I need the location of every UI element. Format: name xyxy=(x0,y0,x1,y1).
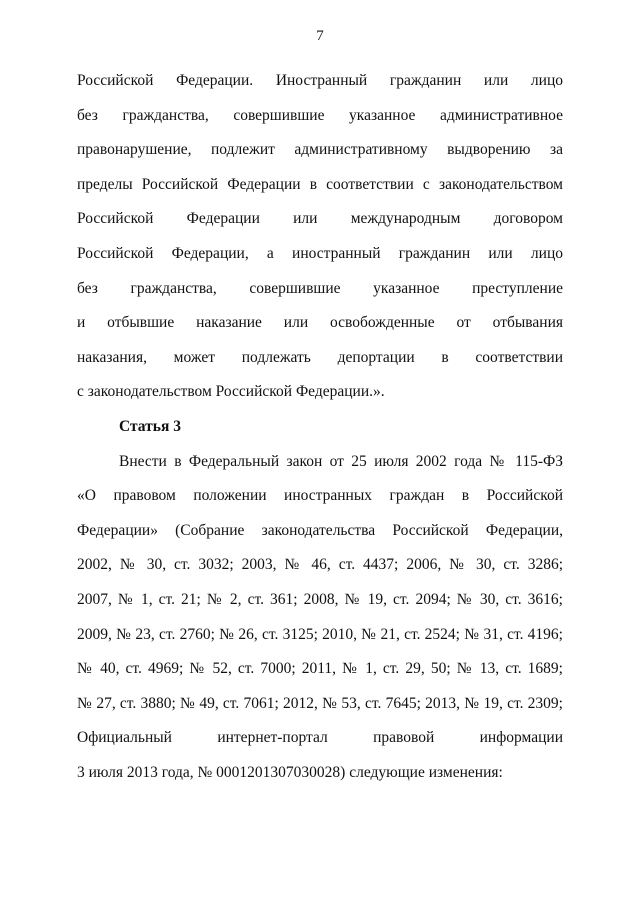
text-line: 2002, № 30, ст. 3032; 2003, № 46, ст. 4437; 2006, № 30, ст. 3286; xyxy=(77,556,563,574)
text-line: № 27, ст. 3880; № 49, ст. 7061; 2012, № 53, ст. 7645; 2013, № 19, ст. 2309; xyxy=(77,694,563,712)
text-line: 2009, № 23, ст. 2760; № 26, ст. 3125; 2010, № 21, ст. 2524; № 31, ст. 4196; xyxy=(77,625,563,643)
text-line-last: 3 июля 2013 года, № 0001201307030028) следующие изменения: xyxy=(77,763,503,781)
text-line: Российской Федерации. Иностранный гражданин или лицо xyxy=(77,72,563,89)
text-line: Российской Федерации, а иностранный гражданин или лицо xyxy=(77,244,563,262)
text-line: № 40, ст. 4969; № 52, ст. 7000; 2011, № 1, ст. 29, 50; № 13, ст. 1689; xyxy=(77,660,563,678)
text-line: Официальный интернет-портал правовой информации xyxy=(77,729,563,747)
text-line: правонарушение, подлежит административному выдворению за xyxy=(77,141,563,159)
document-body xyxy=(77,64,563,790)
text-line: без гражданства, совершившие указанное преступление xyxy=(77,279,563,297)
text-line: без гражданства, совершившие указанное административное xyxy=(77,106,563,124)
text-line: пределы Российской Федерации в соответствии с законодательством xyxy=(77,175,563,193)
text-line: наказания, может подлежать депортации в соответствии xyxy=(77,348,563,366)
text-line: и отбывшие наказание или освобожденные от отбывания xyxy=(77,314,563,332)
text-line: «О правовом положении иностранных граждан в Российской xyxy=(77,487,563,505)
paragraph-first-line: Внести в Федеральный закон от 25 июля 2002 года № 115-ФЗ xyxy=(119,452,563,470)
page-number: 7 xyxy=(316,28,324,44)
text-line: 2007, № 1, ст. 21; № 2, ст. 361; 2008, № 19, ст. 2094; № 30, ст. 3616; xyxy=(77,590,563,608)
text-line: Федерации» (Собрание законодательства Российской Федерации, xyxy=(77,521,563,539)
text-line: Российской Федерации или международным договором xyxy=(77,210,563,228)
text-line-last: с законодательством Российской Федерации.». xyxy=(77,383,385,401)
article-heading: Статья 3 xyxy=(119,417,181,435)
